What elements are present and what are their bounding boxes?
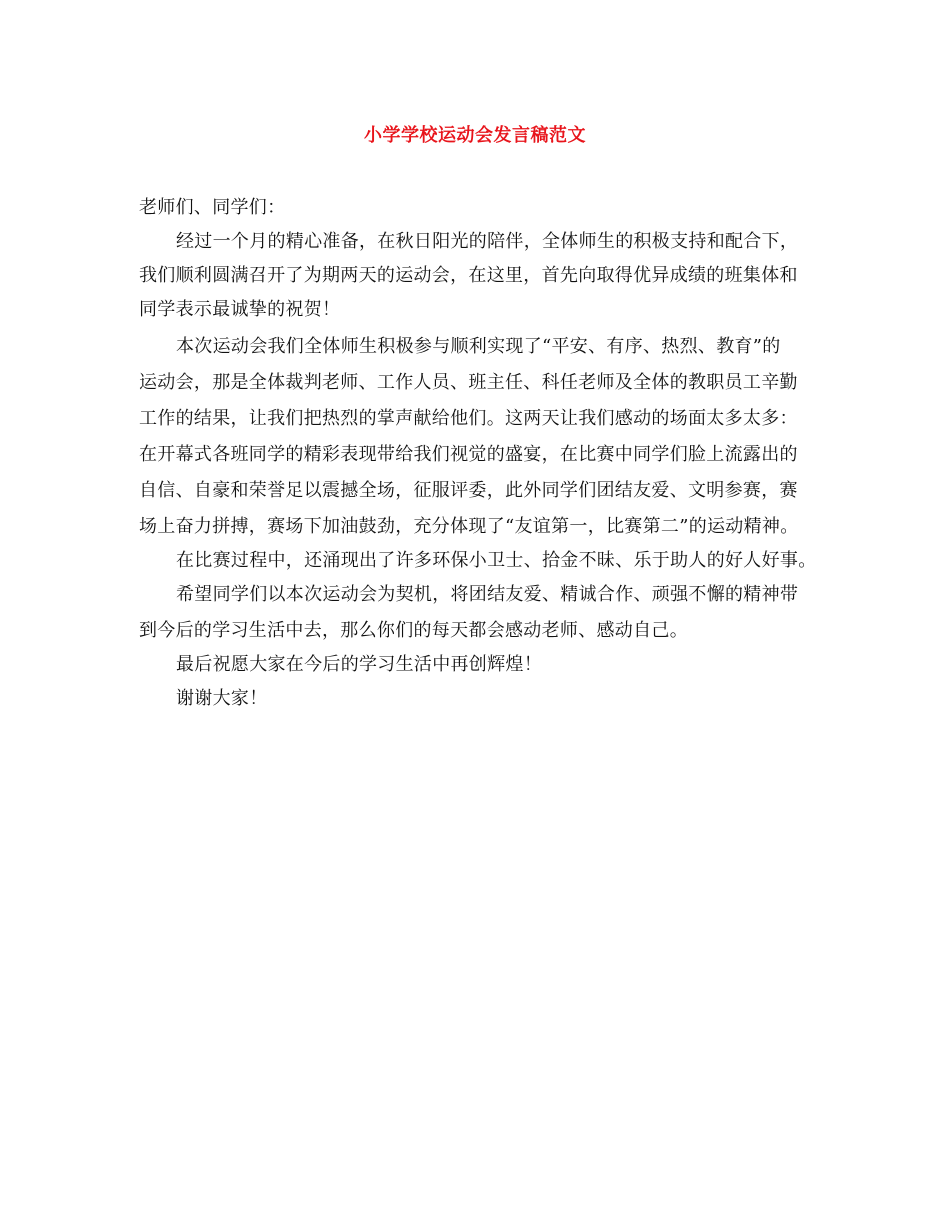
- body-line: 经过一个月的精心准备，在秋日阳光的陪伴，全体师生的积极支持和配合下，: [176, 231, 799, 252]
- body-line: 本次运动会我们全体师生积极参与顺利实现了“平安、有序、热烈、教育”的: [176, 336, 781, 357]
- body-line: 自信、自豪和荣誉足以震撼全场，征服评委，此外同学们团结友爱、文明参赛，赛: [139, 480, 798, 501]
- body-line: 我们顺利圆满召开了为期两天的运动会，在这里，首先向取得优异成绩的班集体和: [139, 265, 798, 286]
- closing-line: 谢谢大家！: [176, 688, 268, 709]
- body-line: 希望同学们以本次运动会为契机，将团结友爱、精诚合作、顽强不懈的精神带: [176, 584, 799, 605]
- document-title: 小学学校运动会发言稿范文: [364, 125, 586, 146]
- body-line: 工作的结果，让我们把热烈的掌声献给他们。这两天让我们感动的场面太多太多：: [139, 408, 798, 429]
- salutation-line: 老师们、同学们：: [139, 197, 286, 218]
- body-line: 运动会，那是全体裁判老师、工作人员、班主任、科任老师及全体的教职员工辛勤: [139, 372, 798, 393]
- body-line: 到今后的学习生活中去，那么你们的每天都会感动老师、感动自己。: [139, 620, 688, 641]
- body-line: 场上奋力拼搏，赛场下加油鼓劲，充分体现了“友谊第一，比赛第二”的运动精神。: [139, 516, 799, 537]
- body-line: 在开幕式各班同学的精彩表现带给我们视觉的盛宴，在比赛中同学们脸上流露出的: [139, 444, 798, 465]
- body-line: 同学表示最诚挚的祝贺！: [139, 299, 341, 320]
- body-line: 在比赛过程中，还涌现出了许多环保小卫士、拾金不昧、乐于助人的好人好事。: [176, 550, 817, 571]
- body-line: 最后祝愿大家在今后的学习生活中再创辉煌！: [176, 654, 542, 675]
